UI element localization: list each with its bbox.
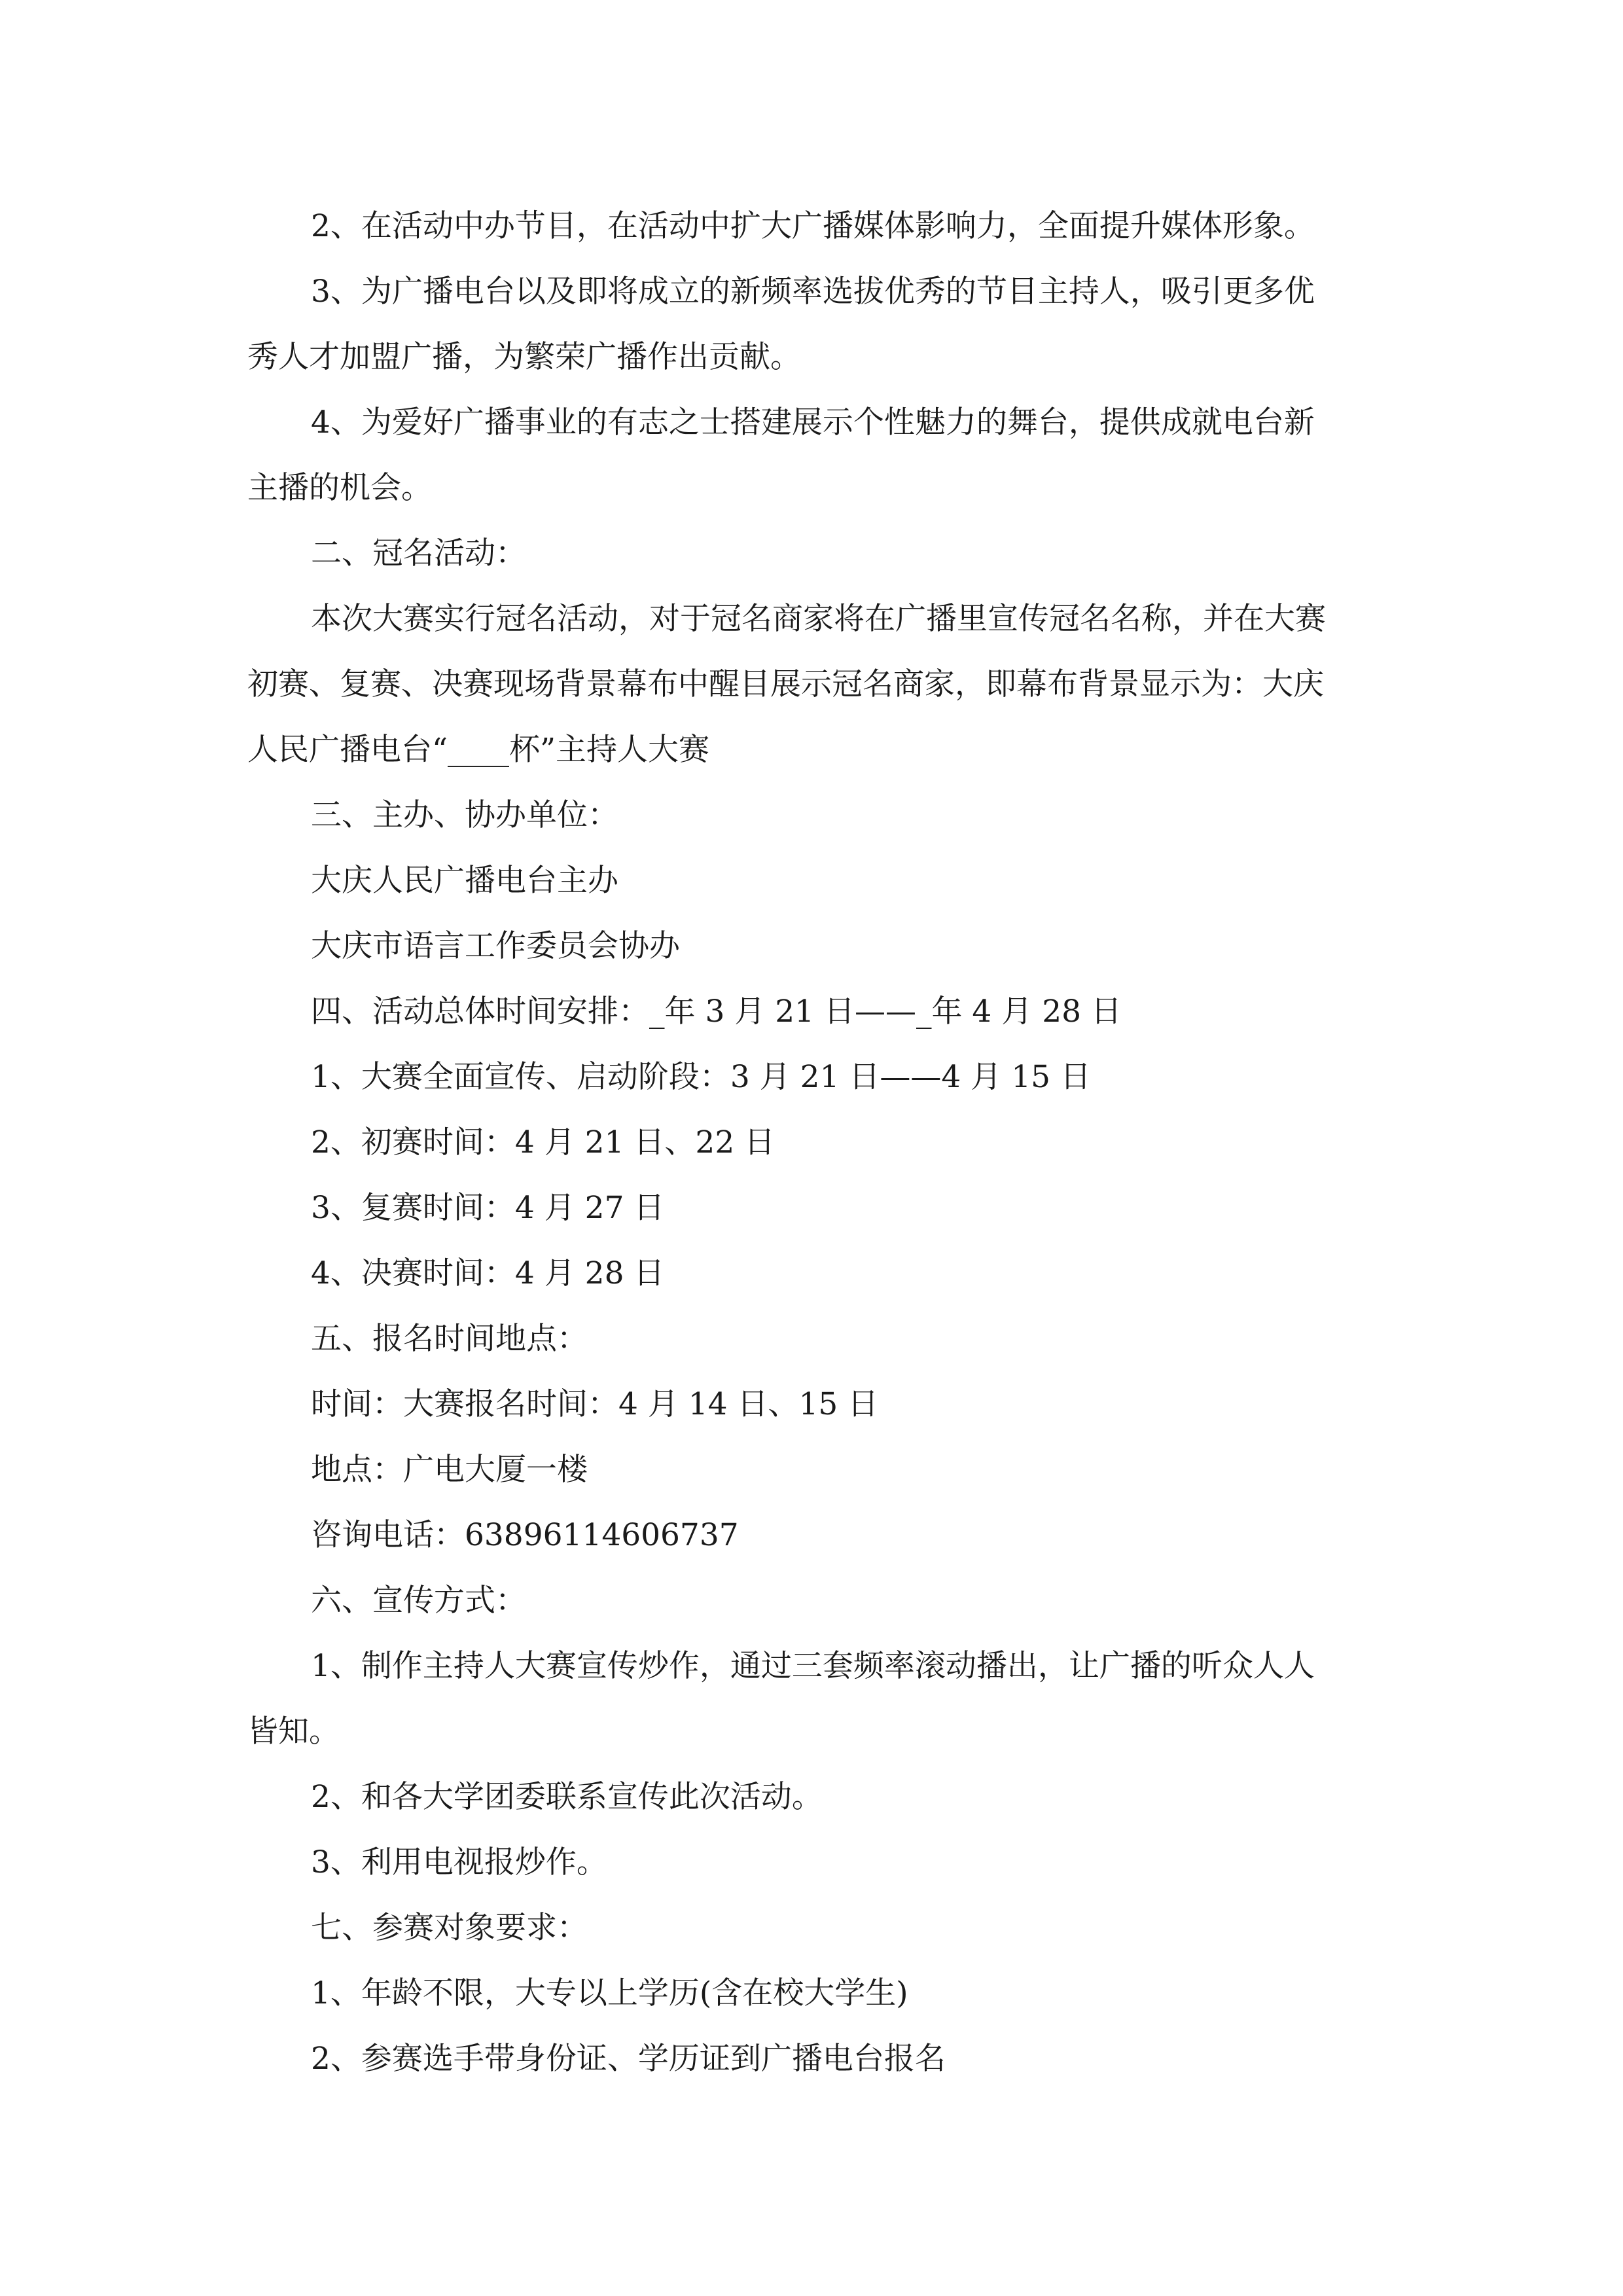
- text-line: 大庆市语言工作委员会协办: [311, 928, 680, 964]
- eligibility-item-1: [247, 1961, 1380, 2026]
- heading-text: 二、冠名活动：: [311, 535, 526, 571]
- heading-text: 四、活动总体时间安排：_年 3 月 21 日——_年 4 月 28 日: [311, 994, 1122, 1030]
- text-line-continuation: 人民广播电台“____杯”主持人大赛: [247, 732, 710, 768]
- paragraph-goal-3: [247, 259, 1380, 390]
- section-heading-schedule: [247, 979, 1380, 1045]
- text-line-continuation: 初赛、复赛、决赛现场背景幕布中醒目展示冠名商家，即幕布背景显示为：大庆: [247, 666, 1324, 702]
- heading-text: 五、报名时间地点：: [311, 1321, 588, 1357]
- section-heading-registration: [247, 1306, 1380, 1372]
- text-line-continuation: 主播的机会。: [247, 470, 432, 506]
- text-line-continuation: 皆知。: [247, 1713, 340, 1749]
- text-line: 3、利用电视报炒作。: [311, 1844, 607, 1880]
- section-heading-eligibility: [247, 1895, 1380, 1961]
- text-line: 3、为广播电台以及即将成立的新频率选拔优秀的节目主持人，吸引更多优: [311, 274, 1315, 310]
- promotion-item-3: [247, 1830, 1380, 1895]
- text-line-continuation: 秀人才加盟广播，为繁荣广播作出贡献。: [247, 339, 801, 375]
- eligibility-item-2: [247, 2026, 1380, 2092]
- heading-text: 三、主办、协办单位：: [311, 797, 618, 833]
- section-heading-naming: [247, 521, 1380, 586]
- text-line: 3、复赛时间：4 月 27 日: [311, 1190, 665, 1226]
- text-line: 地点：广电大厦一楼: [311, 1452, 588, 1488]
- schedule-item-preliminary: [247, 1110, 1380, 1175]
- promotion-item-1: [247, 1634, 1380, 1765]
- heading-text: 七、参赛对象要求：: [311, 1910, 588, 1946]
- text-line: 1、年龄不限，大专以上学历(含在校大学生): [311, 1975, 908, 2011]
- registration-time: [247, 1372, 1380, 1437]
- paragraph-co-host: [247, 914, 1380, 979]
- text-line: 4、决赛时间：4 月 28 日: [311, 1255, 665, 1291]
- text-line: 时间：大赛报名时间：4 月 14 日、15 日: [311, 1386, 879, 1422]
- text-line: 本次大赛实行冠名活动，对于冠名商家将在广播里宣传冠名名称，并在大赛: [311, 601, 1326, 637]
- promotion-item-2: [247, 1765, 1380, 1830]
- text-line: 1、大赛全面宣传、启动阶段：3 月 21 日——4 月 15 日: [311, 1059, 1091, 1095]
- text-line: 2、初赛时间：4 月 21 日、22 日: [311, 1124, 776, 1160]
- paragraph-naming-detail: [247, 586, 1380, 783]
- text-line: 2、和各大学团委联系宣传此次活动。: [311, 1779, 823, 1815]
- text-line: 2、在活动中办节目，在活动中扩大广播媒体影响力，全面提升媒体形象。: [311, 208, 1315, 244]
- paragraph-goal-2: [247, 194, 1380, 259]
- document-body: [247, 194, 1380, 2092]
- registration-phone: [247, 1503, 1380, 1568]
- text-line: 1、制作主持人大赛宣传炒作，通过三套频率滚动播出，让广播的听众人人: [311, 1648, 1315, 1684]
- text-line: 大庆人民广播电台主办: [311, 863, 618, 899]
- text-line: 2、参赛选手带身份证、学历证到广播电台报名: [311, 2041, 946, 2077]
- section-heading-promotion: [247, 1568, 1380, 1634]
- paragraph-host: [247, 848, 1380, 914]
- text-line: 咨询电话：63896114606737: [311, 1517, 739, 1553]
- section-heading-organizers: [247, 783, 1380, 848]
- registration-location: [247, 1437, 1380, 1503]
- heading-text: 六、宣传方式：: [311, 1583, 526, 1619]
- text-line: 4、为爱好广播事业的有志之士搭建展示个性魅力的舞台，提供成就电台新: [311, 404, 1315, 440]
- paragraph-goal-4: [247, 390, 1380, 521]
- schedule-item-semifinal: [247, 1175, 1380, 1241]
- schedule-item-promotion: [247, 1045, 1380, 1110]
- schedule-item-final: [247, 1241, 1380, 1306]
